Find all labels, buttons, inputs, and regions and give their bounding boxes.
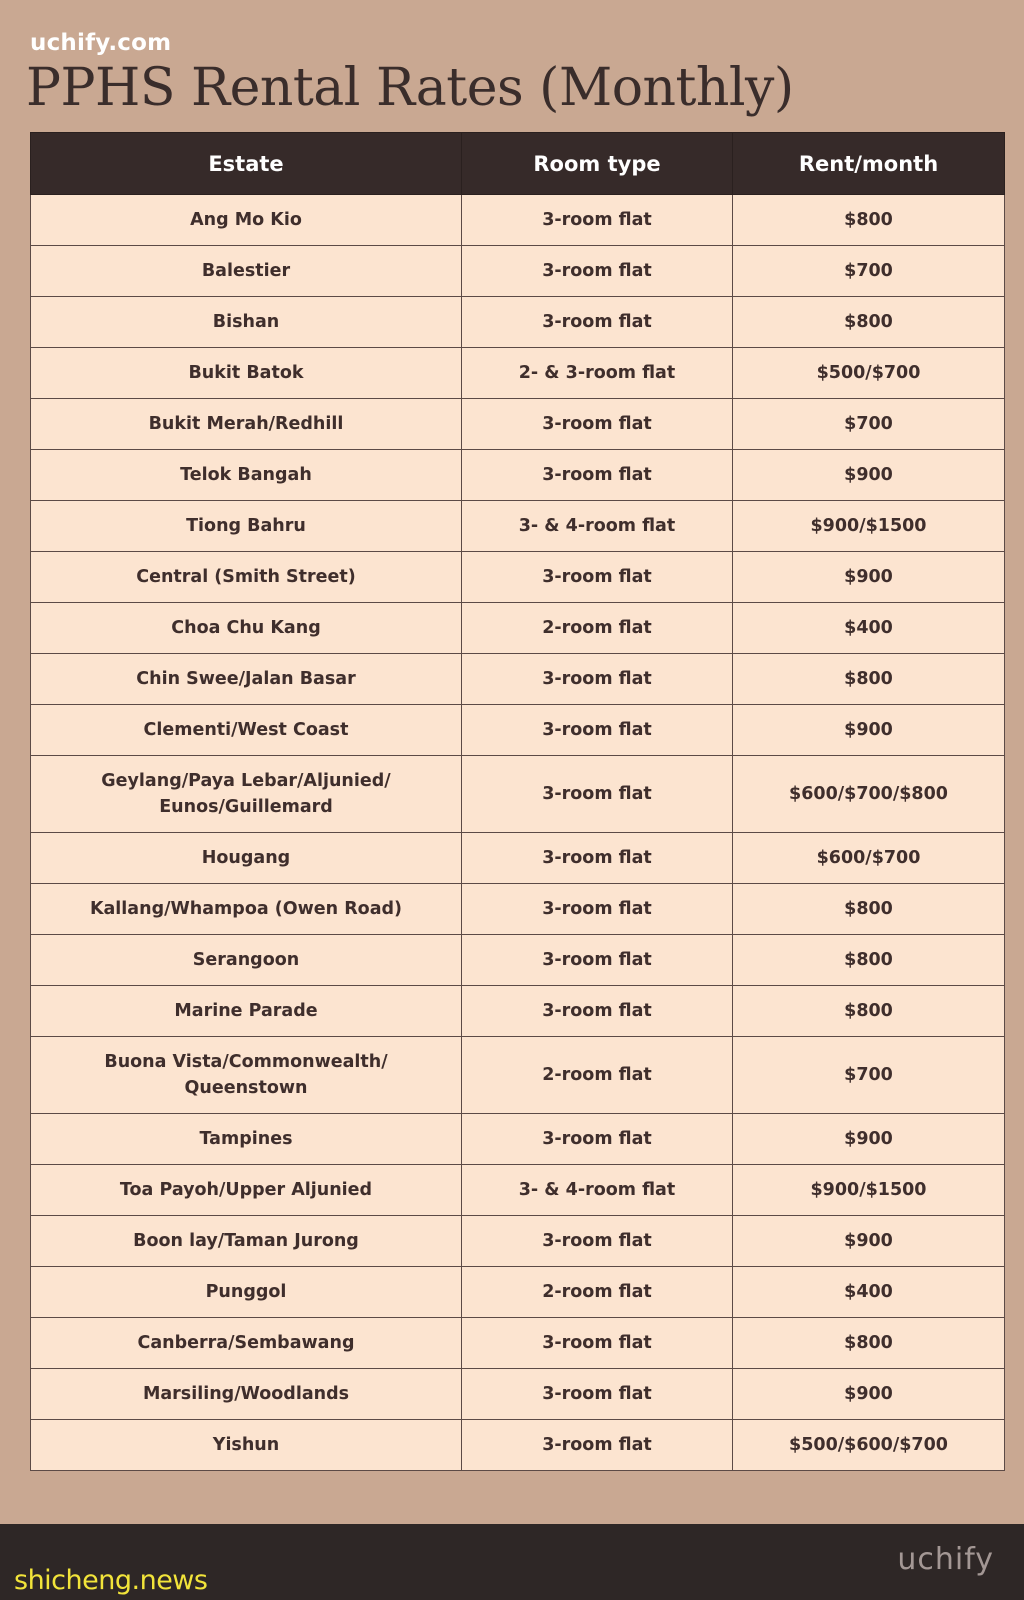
rent-cell: $900 bbox=[733, 1216, 1005, 1267]
estate-cell: Marine Parade bbox=[31, 986, 462, 1037]
table-row bbox=[31, 501, 1005, 552]
room-type-cell: 3-room flat bbox=[462, 935, 733, 986]
rent-cell: $800 bbox=[733, 935, 1005, 986]
room-type-cell: 3- & 4-room flat bbox=[462, 1165, 733, 1216]
estate-cell: Tiong Bahru bbox=[31, 501, 462, 552]
table-header-row bbox=[31, 133, 1005, 195]
estate-cell: Hougang bbox=[31, 833, 462, 884]
room-type-cell: 2-room flat bbox=[462, 1267, 733, 1318]
table-row bbox=[31, 450, 1005, 501]
room-type-cell: 3-room flat bbox=[462, 986, 733, 1037]
column-header-estate: Estate bbox=[31, 133, 462, 195]
estate-cell: Chin Swee/Jalan Basar bbox=[31, 654, 462, 705]
table-row bbox=[31, 1114, 1005, 1165]
table-row bbox=[31, 1369, 1005, 1420]
page-title: PPHS Rental Rates (Monthly) bbox=[26, 58, 794, 118]
room-type-cell: 3-room flat bbox=[462, 552, 733, 603]
estate-cell: Tampines bbox=[31, 1114, 462, 1165]
rent-cell: $800 bbox=[733, 884, 1005, 935]
room-type-cell: 3- & 4-room flat bbox=[462, 501, 733, 552]
table-row bbox=[31, 986, 1005, 1037]
estate-cell: Marsiling/Woodlands bbox=[31, 1369, 462, 1420]
rent-cell: $400 bbox=[733, 1267, 1005, 1318]
rent-cell: $800 bbox=[733, 986, 1005, 1037]
room-type-cell: 3-room flat bbox=[462, 195, 733, 246]
estate-cell: Geylang/Paya Lebar/Aljunied/ Eunos/Guillemard bbox=[31, 756, 462, 833]
rent-cell: $900/$1500 bbox=[733, 1165, 1005, 1216]
estate-cell: Kallang/Whampoa (Owen Road) bbox=[31, 884, 462, 935]
room-type-cell: 3-room flat bbox=[462, 705, 733, 756]
room-type-cell: 3-room flat bbox=[462, 1114, 733, 1165]
table-row bbox=[31, 884, 1005, 935]
table-row bbox=[31, 1267, 1005, 1318]
estate-cell: Central (Smith Street) bbox=[31, 552, 462, 603]
room-type-cell: 2-room flat bbox=[462, 603, 733, 654]
table-row bbox=[31, 1420, 1005, 1471]
table-row bbox=[31, 603, 1005, 654]
room-type-cell: 3-room flat bbox=[462, 833, 733, 884]
table-row bbox=[31, 1037, 1005, 1114]
watermark-text: shicheng.news bbox=[14, 1565, 208, 1596]
rent-cell: $600/$700/$800 bbox=[733, 756, 1005, 833]
table-row bbox=[31, 833, 1005, 884]
estate-cell: Bishan bbox=[31, 297, 462, 348]
room-type-cell: 3-room flat bbox=[462, 1318, 733, 1369]
rent-cell: $900 bbox=[733, 1114, 1005, 1165]
estate-cell: Toa Payoh/Upper Aljunied bbox=[31, 1165, 462, 1216]
estate-cell: Serangoon bbox=[31, 935, 462, 986]
rent-cell: $800 bbox=[733, 297, 1005, 348]
rent-cell: $900 bbox=[733, 705, 1005, 756]
room-type-cell: 3-room flat bbox=[462, 246, 733, 297]
room-type-cell: 3-room flat bbox=[462, 450, 733, 501]
rent-cell: $900 bbox=[733, 450, 1005, 501]
table-row bbox=[31, 348, 1005, 399]
brand-logo: uchify bbox=[897, 1542, 994, 1577]
rental-rates-table bbox=[30, 132, 1005, 1471]
rent-cell: $700 bbox=[733, 1037, 1005, 1114]
table-row bbox=[31, 399, 1005, 450]
room-type-cell: 3-room flat bbox=[462, 884, 733, 935]
estate-cell: Balestier bbox=[31, 246, 462, 297]
table-row bbox=[31, 1165, 1005, 1216]
table-row bbox=[31, 1216, 1005, 1267]
rent-cell: $800 bbox=[733, 654, 1005, 705]
column-header-rent: Rent/month bbox=[733, 133, 1005, 195]
rent-cell: $900 bbox=[733, 1369, 1005, 1420]
estate-cell: Ang Mo Kio bbox=[31, 195, 462, 246]
rent-cell: $800 bbox=[733, 1318, 1005, 1369]
table-row bbox=[31, 935, 1005, 986]
estate-cell: Clementi/West Coast bbox=[31, 705, 462, 756]
room-type-cell: 3-room flat bbox=[462, 756, 733, 833]
table-row bbox=[31, 195, 1005, 246]
estate-cell: Canberra/Sembawang bbox=[31, 1318, 462, 1369]
rent-cell: $400 bbox=[733, 603, 1005, 654]
footer-bar bbox=[0, 1524, 1024, 1600]
table-row bbox=[31, 246, 1005, 297]
rent-cell: $600/$700 bbox=[733, 833, 1005, 884]
table-row bbox=[31, 705, 1005, 756]
table-row bbox=[31, 756, 1005, 833]
table-row bbox=[31, 552, 1005, 603]
rent-cell: $500/$600/$700 bbox=[733, 1420, 1005, 1471]
column-header-room-type: Room type bbox=[462, 133, 733, 195]
estate-cell: Bukit Merah/Redhill bbox=[31, 399, 462, 450]
estate-cell: Telok Bangah bbox=[31, 450, 462, 501]
site-url: uchify.com bbox=[30, 30, 172, 56]
estate-cell: Choa Chu Kang bbox=[31, 603, 462, 654]
room-type-cell: 3-room flat bbox=[462, 1216, 733, 1267]
estate-cell: Boon lay/Taman Jurong bbox=[31, 1216, 462, 1267]
room-type-cell: 3-room flat bbox=[462, 1420, 733, 1471]
rent-cell: $500/$700 bbox=[733, 348, 1005, 399]
room-type-cell: 3-room flat bbox=[462, 297, 733, 348]
estate-cell: Punggol bbox=[31, 1267, 462, 1318]
room-type-cell: 3-room flat bbox=[462, 654, 733, 705]
rent-cell: $700 bbox=[733, 399, 1005, 450]
room-type-cell: 3-room flat bbox=[462, 1369, 733, 1420]
estate-cell: Bukit Batok bbox=[31, 348, 462, 399]
room-type-cell: 3-room flat bbox=[462, 399, 733, 450]
table-row bbox=[31, 1318, 1005, 1369]
rent-cell: $700 bbox=[733, 246, 1005, 297]
table-row bbox=[31, 297, 1005, 348]
rent-cell: $800 bbox=[733, 195, 1005, 246]
estate-cell: Buona Vista/Commonwealth/ Queenstown bbox=[31, 1037, 462, 1114]
rent-cell: $900 bbox=[733, 552, 1005, 603]
rent-cell: $900/$1500 bbox=[733, 501, 1005, 552]
table-row bbox=[31, 654, 1005, 705]
estate-cell: Yishun bbox=[31, 1420, 462, 1471]
room-type-cell: 2-room flat bbox=[462, 1037, 733, 1114]
room-type-cell: 2- & 3-room flat bbox=[462, 348, 733, 399]
